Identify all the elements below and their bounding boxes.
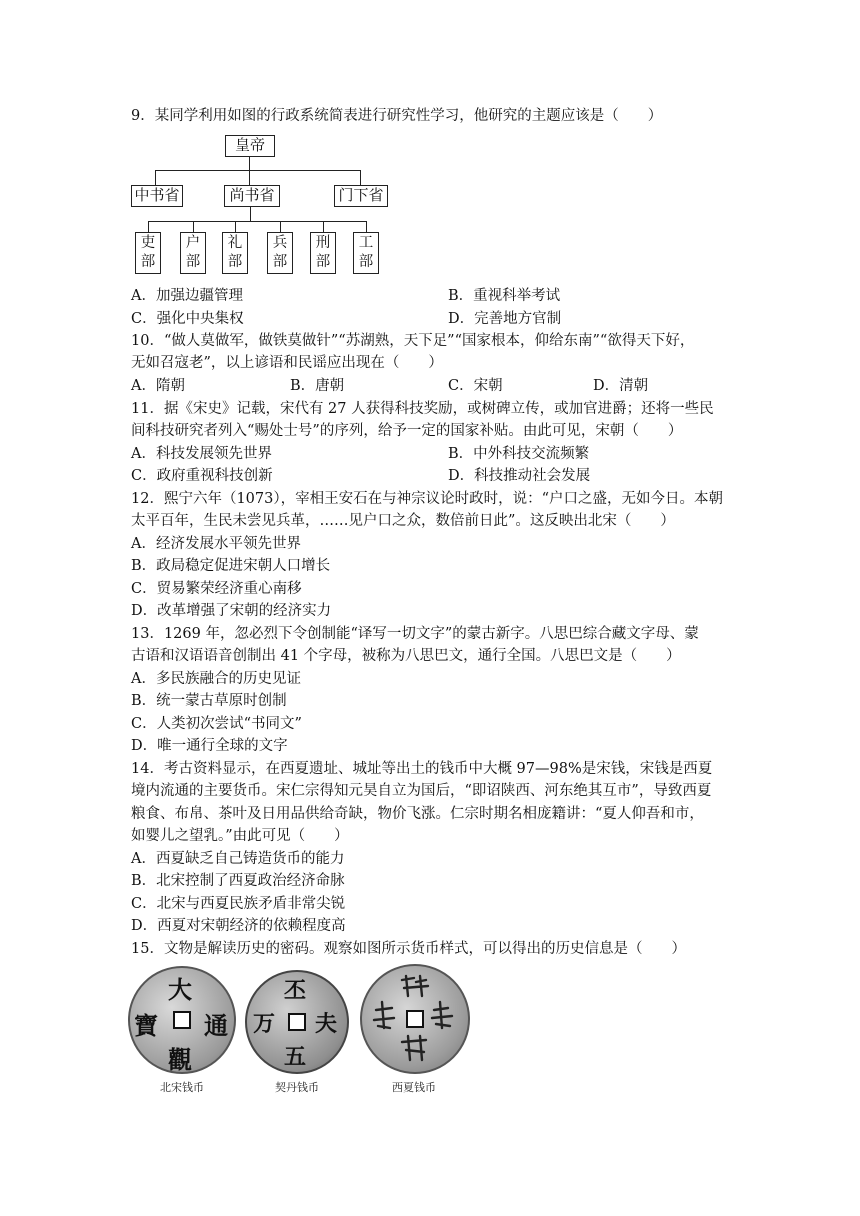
q14-stem-line-4: 如婴儿之望乳。”由此可见（ ） xyxy=(131,828,349,844)
northern-song-coin-image: 大 通 觀 寶 xyxy=(128,966,236,1074)
coin-caption-xixia: 西夏钱币 xyxy=(392,1081,436,1094)
q12-option-d[interactable]: D．改革增强了宋朝的经济实力 xyxy=(131,603,332,619)
q9-option-a[interactable]: A．加强边疆管理 xyxy=(131,288,243,304)
q14-option-d[interactable]: D．西夏对宋朝经济的依赖程度高 xyxy=(131,918,346,934)
zhongshu-box: 中书省 xyxy=(131,185,183,207)
dept-bing-box: 兵 部 xyxy=(267,232,293,274)
q12-option-c[interactable]: C．贸易繁荣经济重心南移 xyxy=(131,581,302,597)
menxia-box: 门下省 xyxy=(334,185,388,207)
q14-option-c[interactable]: C．北宋与西夏民族矛盾非常尖锐 xyxy=(131,896,346,912)
dept-xing-box: 刑 部 xyxy=(310,232,336,274)
western-xia-coin-image xyxy=(360,964,470,1074)
dept-liyi-box: 礼 部 xyxy=(222,232,248,274)
q10-stem-line-1: 10．“做人莫做军，做铁莫做针”“苏湖熟，天下足”“国家根本，仰给东南”“欲得天下好， xyxy=(131,333,695,349)
khitan-coin-image: 丕 夫 五 万 xyxy=(245,970,349,1074)
shangshu-box: 尚书省 xyxy=(224,185,280,207)
q9-option-d[interactable]: D．完善地方官制 xyxy=(448,311,562,327)
emperor-box: 皇帝 xyxy=(225,135,275,157)
q10-option-a[interactable]: A．隋朝 xyxy=(131,378,185,394)
coin-caption-song: 北宋钱币 xyxy=(160,1081,204,1094)
q10-option-c[interactable]: C．宋朝 xyxy=(448,378,503,394)
q10-stem-line-2: 无如召寇老”，以上谚语和民谣应出现在（ ） xyxy=(131,355,443,371)
q12-stem-line-2: 太平百年，生民未尝见兵革，……见户口之众，数倍前日此”。这反映出北宋（ ） xyxy=(131,513,675,529)
q11-option-b[interactable]: B．中外科技交流频繁 xyxy=(448,446,590,462)
q13-stem-line-1: 13．1269 年，忽必烈下令创制能“译写一切文字”的蒙古新字。八思巴综合藏文字母、蒙 xyxy=(131,626,699,642)
q11-option-a[interactable]: A．科技发展领先世界 xyxy=(131,446,272,462)
q14-stem-line-2: 境内流通的主要货币。宋仁宗得知元昊自立为国后，“即诏陕西、河东绝其互市”，导致西夏 xyxy=(131,783,712,799)
q14-option-a[interactable]: A．西夏缺乏自己铸造货币的能力 xyxy=(131,851,345,867)
q13-option-a[interactable]: A．多民族融合的历史见证 xyxy=(131,671,301,687)
q11-option-d[interactable]: D．科技推动社会发展 xyxy=(448,468,591,484)
q11-stem-line-1: 11．据《宋史》记载，宋代有 27 人获得科技奖励，或树碑立传，或加官进爵；还将一些民 xyxy=(131,401,714,417)
dept-li-box: 吏 部 xyxy=(135,232,161,274)
q13-option-d[interactable]: D．唯一通行全球的文字 xyxy=(131,738,288,754)
q10-option-d[interactable]: D．清朝 xyxy=(593,378,649,394)
q9-stem: 9．某同学利用如图的行政系统简表进行研究性学习，他研究的主题应该是（ ） xyxy=(131,108,663,124)
q12-option-a[interactable]: A．经济发展水平领先世界 xyxy=(131,536,301,552)
q12-option-b[interactable]: B．政局稳定促进宋朝人口增长 xyxy=(131,558,331,574)
q13-option-c[interactable]: C．人类初次尝试“书同文” xyxy=(131,716,302,732)
q9-option-c[interactable]: C．强化中央集权 xyxy=(131,311,244,327)
q9-option-b[interactable]: B．重视科举考试 xyxy=(448,288,561,304)
tangut-script-marks xyxy=(362,966,468,1072)
dept-hu-box: 户 部 xyxy=(180,232,206,274)
q12-stem-line-1: 12．熙宁六年（1073），宰相王安石在与神宗议论时政时，说：“户口之盛，无如今日。本朝 xyxy=(131,491,724,507)
q10-option-b[interactable]: B．唐朝 xyxy=(290,378,345,394)
q14-stem-line-3: 粮食、布帛、茶叶及日用品供给奇缺，物价飞涨。仁宗时期名相庞籍讲：“夏人仰吾和市， xyxy=(131,806,704,822)
q13-stem-line-2: 古语和汉语语音创制出 41 个字母，被称为八思巴文，通行全国。八思巴文是（ ） xyxy=(131,648,681,664)
q11-option-c[interactable]: C．政府重视科技创新 xyxy=(131,468,273,484)
dept-gong-box: 工 部 xyxy=(353,232,379,274)
q14-stem-line-1: 14．考古资料显示，在西夏遗址、城址等出土的钱币中大概 97—98%是宋钱，宋钱是西夏 xyxy=(131,761,713,777)
q11-stem-line-2: 间科技研究者列入“赐处士号”的序列，给予一定的国家补贴。由此可见，宋朝（ ） xyxy=(131,423,683,439)
q15-stem: 15．文物是解读历史的密码。观察如图所示货币样式，可以得出的历史信息是（ ） xyxy=(131,941,686,957)
coin-caption-khitan: 契丹钱币 xyxy=(275,1081,319,1094)
q13-option-b[interactable]: B．统一蒙古草原时创制 xyxy=(131,693,287,709)
q14-option-b[interactable]: B．北宋控制了西夏政治经济命脉 xyxy=(131,873,345,889)
